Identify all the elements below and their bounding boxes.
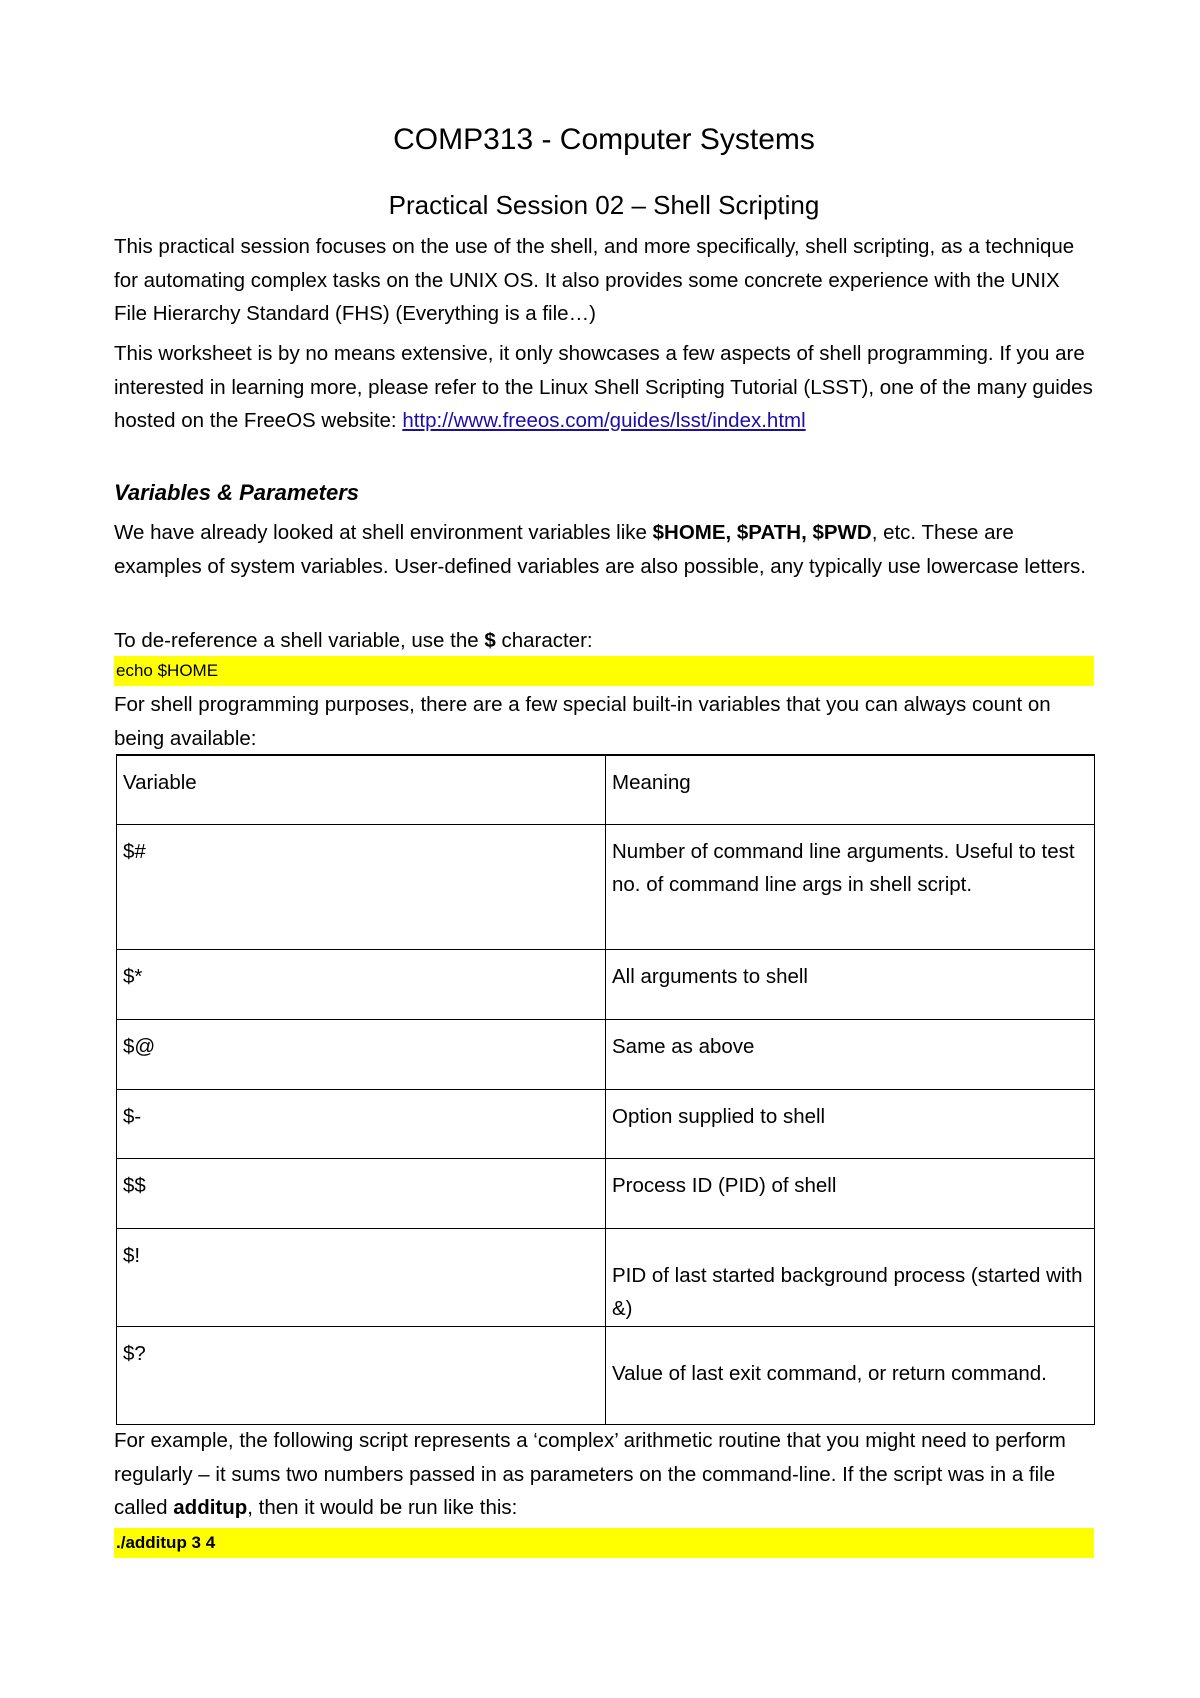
table-cell-variable: $- — [117, 1089, 606, 1158]
table-cell-meaning: Option supplied to shell — [606, 1089, 1095, 1158]
table-cell-variable: $! — [117, 1228, 606, 1326]
env-vars-bold: $HOME, $PATH, $PWD — [652, 521, 872, 544]
table-row — [117, 1089, 1095, 1158]
env-variables-paragraph — [114, 516, 1094, 583]
builtin-intro-paragraph: For shell programming purposes, there are a few special built-in variables that you can always count on being available: — [114, 693, 1051, 750]
run-command-code: ./additup 3 4 — [114, 1528, 1094, 1558]
example-text-before: For example, the following script represents a ‘complex’ arithmetic routine that you might need to perform regularly – it sums two numbers passed in as parameters on the command-line. If the script was in a file called — [114, 1429, 1066, 1519]
script-name: additup — [173, 1496, 248, 1519]
table-cell-meaning: Same as above — [606, 1019, 1095, 1089]
deref-paragraph — [114, 624, 1094, 658]
table-cell-variable: $$ — [117, 1158, 606, 1228]
table-cell-meaning: Process ID (PID) of shell — [606, 1158, 1095, 1228]
deref-text-before: To de-reference a shell variable, use the — [114, 629, 485, 652]
intro-paragraph-2 — [114, 337, 1094, 438]
deref-example-code: echo $HOME — [114, 656, 1094, 686]
table-header-variable: Variable — [117, 755, 606, 824]
table-cell-meaning: All arguments to shell — [606, 949, 1095, 1019]
deref-text-after: character: — [495, 629, 593, 652]
table-row — [117, 824, 1095, 949]
table-cell-variable: $@ — [117, 1019, 606, 1089]
intro-paragraph-2-text: This worksheet is by no means extensive, it only showcases a few aspects of shell programming. If you are interested in learning more, please refer to the Linux Shell Scripting Tutorial (LSST), one of the many guides hosted on the FreeOS website: — [114, 342, 1093, 432]
table-header-meaning: Meaning — [606, 755, 1095, 824]
builtin-variables-table — [116, 754, 1095, 1425]
table-cell-variable: $* — [117, 949, 606, 1019]
intro-paragraph-1: This practical session focuses on the use of the shell, and more specifically, shell scripting, as a technique for automating complex tasks on the UNIX OS. It also provides some concrete experience with the UNIX File Hierarchy Standard (FHS) (Everything is a file…) — [114, 235, 1075, 325]
table-cell-meaning: PID of last started background process (started with &) — [606, 1228, 1095, 1326]
deref-symbol: $ — [484, 629, 496, 652]
table-cell-variable: $? — [117, 1326, 606, 1424]
example-paragraph — [114, 1424, 1094, 1525]
table-row — [117, 1019, 1095, 1089]
table-header-row — [117, 755, 1095, 824]
table-row — [117, 1228, 1095, 1326]
env-text-before: We have already looked at shell environment variables like — [114, 521, 653, 544]
session-title: Practical Session 02 – Shell Scripting — [388, 190, 820, 220]
course-title: COMP313 - Computer Systems — [393, 123, 815, 156]
lsst-link[interactable]: http://www.freeos.com/guides/lsst/index.html — [402, 409, 806, 432]
table-row — [117, 949, 1095, 1019]
table-cell-meaning: Value of last exit command, or return command. — [606, 1326, 1095, 1424]
env-text-after: , etc. These are examples of system variables. User-defined variables are also possible, any typically use lowercase letters. — [114, 521, 1086, 578]
example-text-after: , then it would be run like this: — [247, 1496, 518, 1519]
table-row — [117, 1158, 1095, 1228]
table-row — [117, 1326, 1095, 1424]
table-cell-meaning: Number of command line arguments. Useful to test no. of command line args in shell script. — [606, 824, 1095, 949]
table-cell-variable: $# — [117, 824, 606, 949]
variables-section-heading: Variables & Parameters — [114, 480, 359, 505]
